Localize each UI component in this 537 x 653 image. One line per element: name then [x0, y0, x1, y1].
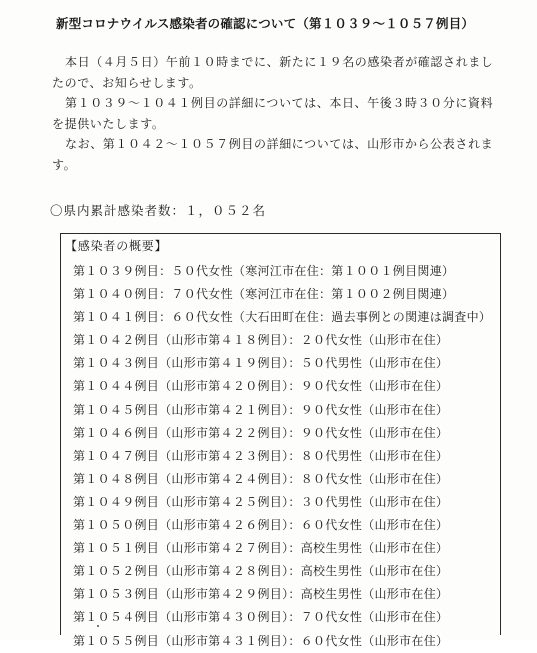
case-item: 第１０４８例目（山形市第４２４例目）：８０代女性（山形市在住） — [73, 471, 449, 486]
case-item: 第１０３９例目：５０代女性（寒河江市在住：第１００１例目関連） — [73, 264, 455, 278]
announcement-paragraph: 本日（４月５日）午前１０時までに、新たに１９名の感染者が確認されましたので、お知らせします。 — [52, 55, 494, 90]
case-item: 第１０５４例目（山形市第４３０例目）：７０代女性（山形市在住） — [73, 610, 449, 625]
case-item: 第１０４４例目（山形市第４２０例目）：９０代女性（山形市在住） — [73, 379, 449, 394]
case-item: 第１０４９例目（山形市第４２５例目）：３０代男性（山形市在住） — [73, 494, 449, 509]
case-item: 第１０４６例目（山形市第４２２例目）：９０代女性（山形市在住） — [73, 425, 449, 440]
scan-speck — [97, 625, 99, 627]
case-item: 第１０５１例目（山形市第４２７例目）：高校生男性（山形市在住） — [73, 541, 449, 556]
case-item: 第１０４０例目：７０代女性（寒河江市在住：第１００２例目関連） — [73, 287, 455, 302]
case-item: 第１０４３例目（山形市第４１９例目）：５０代男性（山形市在住） — [73, 356, 449, 371]
case-item: 第１０４５例目（山形市第４２１例目）：９０代女性（山形市在住） — [73, 402, 449, 417]
case-item: 第１０４７例目（山形市第４２３例目）：８０代男性（山形市在住） — [73, 448, 449, 463]
announcement-paragraph: 第１０３９～１０４１例目の詳細については、本日、午後３時３０分に資料を提供いたします。 — [52, 96, 494, 131]
announcement-paragraph: なお、第１０４２～１０５７例目の詳細については、山形市から公表されます。 — [52, 137, 494, 172]
page-title: 新型コロナウイルス感染者の確認について（第１０３９～１０５７例目） — [56, 16, 475, 31]
case-item: 第１０５３例目（山形市第４２９例目）：高校生男性（山形市在住） — [73, 587, 449, 602]
case-item: 第１０５２例目（山形市第４２８例目）：高校生男性（山形市在住） — [73, 564, 449, 579]
cumulative-total: 〇県内累計感染者数：１，０５２名 — [50, 203, 267, 218]
announcement-body — [52, 52, 502, 175]
case-item: 第１０４１例目：６０代女性（大石田町在住：過去事例との関連は調査中） — [73, 310, 492, 325]
case-item: 第１０４２例目（山形市第４１８例目）：２０代女性（山形市在住） — [73, 333, 449, 348]
case-summary-heading: 【感染者の概要】 — [65, 239, 168, 253]
case-summary-box — [60, 233, 501, 648]
case-item: 第１０５５例目（山形市第４３１例目）：６０代女性（山形市在住） — [73, 633, 449, 648]
case-item: 第１０５０例目（山形市第４２６例目）：６０代女性（山形市在住） — [73, 518, 449, 533]
case-list — [73, 260, 491, 653]
